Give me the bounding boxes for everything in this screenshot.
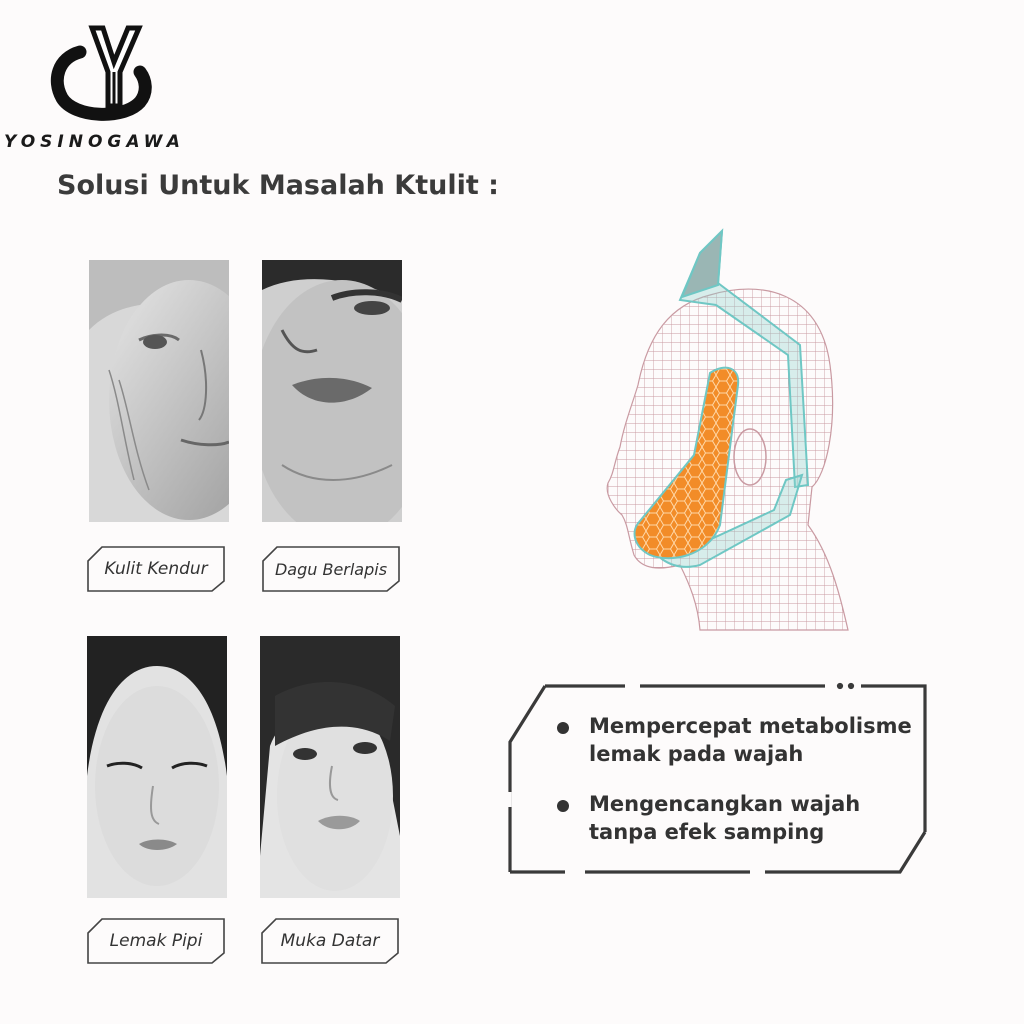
benefit-line1: Mengencangkan wajah [589,792,861,816]
tag-muka-datar [260,917,400,965]
benefit-item [557,790,917,846]
photo-muka-datar [260,636,400,898]
bullet-icon [557,722,569,734]
benefit-item [557,712,917,768]
benefit-line1: Mempercepat metabolisme [589,714,912,738]
tag-label: Muka Datar [280,931,380,951]
tag-label: Kulit Kendur [104,559,208,579]
photo-kulit-kendur [89,260,229,522]
tag-kulit-kendur [86,545,226,593]
benefits-list [557,712,917,868]
brand-logo [40,22,170,122]
tag-label: Dagu Berlapis [274,559,388,579]
tag-dagu-berlapis [261,545,401,593]
benefits-box [505,682,930,882]
benefit-line2: lemak pada wajah [589,742,804,766]
page-title: Solusi Untuk Masalah Ktulit : [57,170,499,201]
tag-lemak-pipi [86,917,226,965]
head-wireframe-illustration [590,225,920,645]
benefit-line2: tanpa efek samping [589,820,825,844]
photo-lemak-pipi [87,636,227,898]
tag-label: Lemak Pipi [109,931,203,951]
bullet-icon [557,800,569,812]
photo-dagu-berlapis [262,260,402,522]
brand-name: YOSINOGAWA [4,132,185,152]
